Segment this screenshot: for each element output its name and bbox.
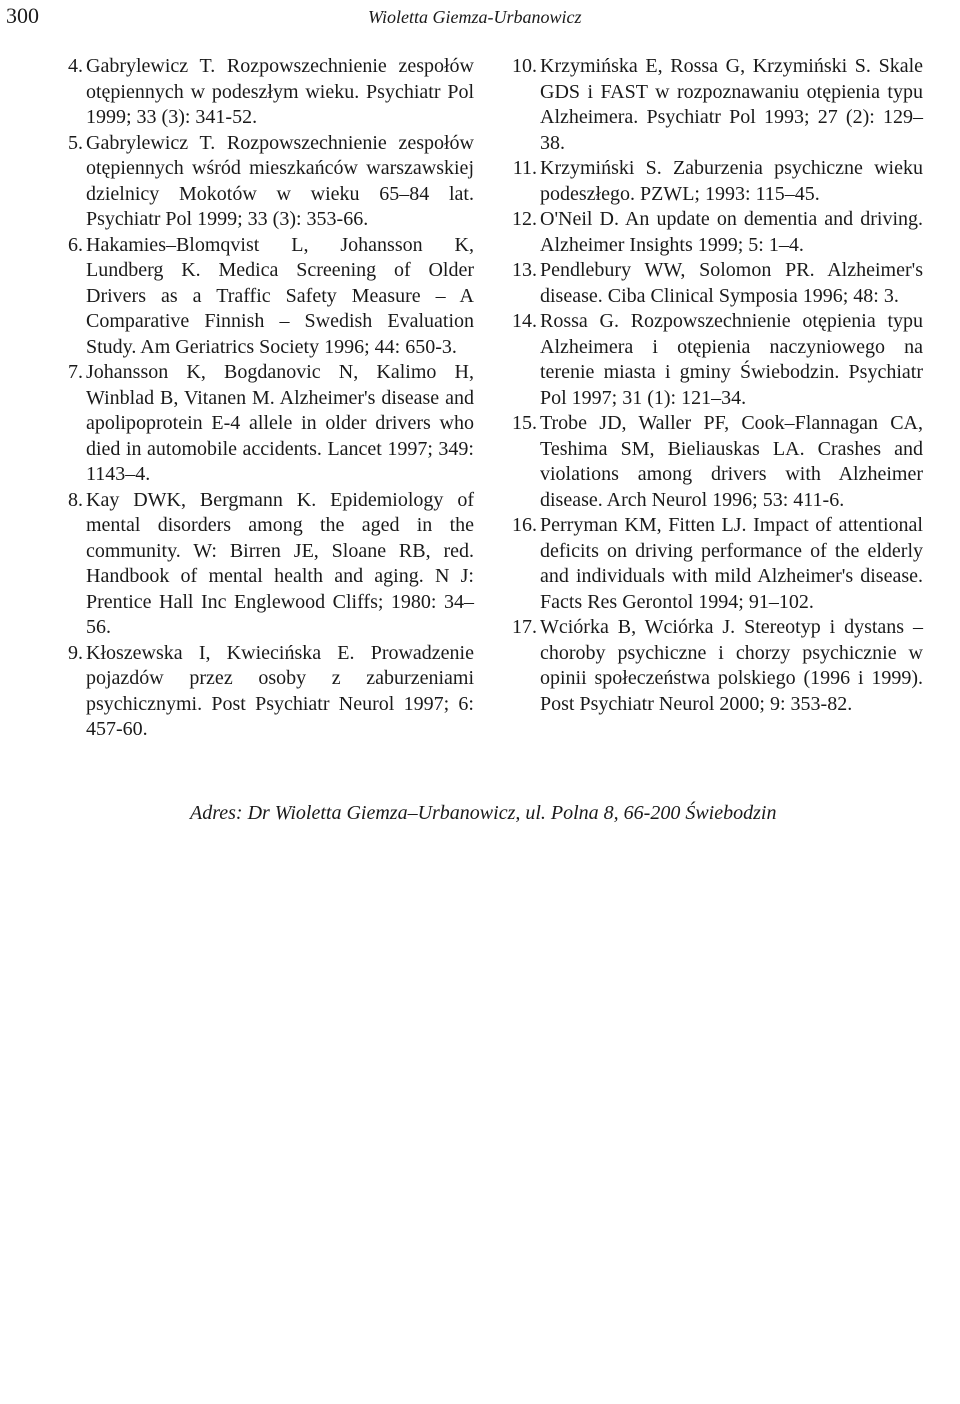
reference-text: Kay DWK, Bergmann K. Epidemiology of mental disorders among the aged in the community. W: Birren JE, Sloane RB, red. Handbook of mental health and aging. N J: Prentice Hall Inc Englewood Cliffs; 1980: 34–56.: [86, 488, 474, 638]
references-right-column: [505, 54, 923, 717]
reference-item: [62, 360, 474, 488]
reference-text: O'Neil D. An update on dementia and driving. Alzheimer Insights 1999; 5: 1–4.: [540, 208, 923, 256]
reference-item: [62, 641, 474, 743]
reference-number: 10.: [512, 55, 537, 77]
reference-item: [62, 54, 474, 131]
reference-number: 15.: [512, 412, 537, 434]
reference-number: 4.: [68, 55, 83, 77]
reference-item: [505, 258, 923, 309]
page-number: 300: [6, 3, 39, 28]
reference-item: [505, 207, 923, 258]
reference-text: Kłoszewska I, Kwiecińska E. Prowadzenie pojazdów przez osoby z zaburzeniami psychicznymi. Post Psychiatr Neurol 1997; 6: 457-60.: [86, 641, 474, 740]
reference-number: 6.: [68, 233, 83, 256]
reference-text: Rossa G. Rozpowszechnienie otępienia typu Alzheimera i otępienia naczyniowego na terenie miasta i gminy Świebodzin. Psychiatr Pol 1997; 31 (1): 121–34.: [540, 310, 923, 409]
reference-number: 5.: [68, 131, 83, 154]
reference-item: [62, 233, 474, 361]
reference-text: Pendlebury WW, Solomon PR. Alzheimer's disease. Ciba Clinical Symposia 1996; 48: 3.: [540, 259, 923, 307]
reference-number: 11.: [512, 157, 537, 179]
reference-number: 13.: [512, 259, 537, 281]
reference-item: [505, 411, 923, 513]
reference-item: [62, 131, 474, 233]
reference-text: Gabrylewicz T. Rozpowszechnienie zespołów otępiennych w podeszłym wieku. Psychiatr Pol 1999; 33 (3): 341-52.: [86, 55, 474, 128]
reference-text: Wciórka B, Wciórka J. Stereotyp i dystans – choroby psychiczne i chorzy psychicznie w opinii społeczeństwa polskiego (1996 i 1999). Post Psychiatr Neurol 2000; 9: 353-82.: [540, 616, 923, 715]
running-head: Wioletta Giemza-Urbanowicz: [368, 7, 582, 27]
reference-text: Perryman KM, Fitten LJ. Impact of attentional deficits on driving performance of the elderly and individuals with mild Alzheimer's disease. Facts Res Gerontol 1994; 91–102.: [540, 514, 923, 613]
reference-number: 12.: [512, 208, 537, 230]
reference-item: [505, 54, 923, 156]
reference-text: Krzymiński S. Zaburzenia psychiczne wieku podeszłego. PZWL; 1993: 115–45.: [540, 157, 923, 205]
reference-number: 17.: [512, 616, 537, 638]
reference-item: [505, 309, 923, 411]
reference-text: Hakamies–Blomqvist L, Johansson K, Lundberg K. Medica Screening of Older Drivers as a Traffic Safety Measure – A Comparative Finnish – Swedish Evaluation Study. Am Geriatrics Society 1996; 44: 650-3.: [86, 233, 474, 358]
reference-item: [62, 488, 474, 641]
reference-number: 14.: [512, 310, 537, 332]
reference-item: [505, 156, 923, 207]
reference-item: [505, 615, 923, 717]
reference-number: 7.: [68, 361, 83, 383]
reference-number: 16.: [512, 514, 537, 536]
reference-text: Gabrylewicz T. Rozpowszechnienie zespołów otępiennych wśród mieszkańców warszawskiej dzielnicy Mokotów w wieku 65–84 lat. Psychiatr Pol 1999; 33 (3): 353-66.: [86, 131, 474, 230]
reference-number: 8.: [68, 488, 83, 511]
reference-text: Johansson K, Bogdanovic N, Kalimo H, Winblad B, Vitanen M. Alzheimer's disease and apolipoprotein E-4 allele in older drivers who died in automobile accidents. Lancet 1997; 349: 1143–4.: [86, 361, 474, 485]
reference-text: Trobe JD, Waller PF, Cook–Flannagan CA, Teshima SM, Bieliauskas LA. Crashes and violations among drivers with Alzheimer disease. Arch Neurol 1996; 53: 411-6.: [540, 412, 923, 511]
references-left-column: [62, 54, 474, 743]
author-address: Adres: Dr Wioletta Giemza–Urbanowicz, ul. Polna 8, 66-200 Świebodzin: [190, 802, 777, 824]
reference-text: Krzymińska E, Rossa G, Krzymiński S. Skale GDS i FAST w rozpoznawaniu otępienia typu Alzheimera. Psychiatr Pol 1993; 27 (2): 129–38.: [540, 55, 923, 154]
reference-number: 9.: [68, 641, 83, 664]
reference-item: [505, 513, 923, 615]
